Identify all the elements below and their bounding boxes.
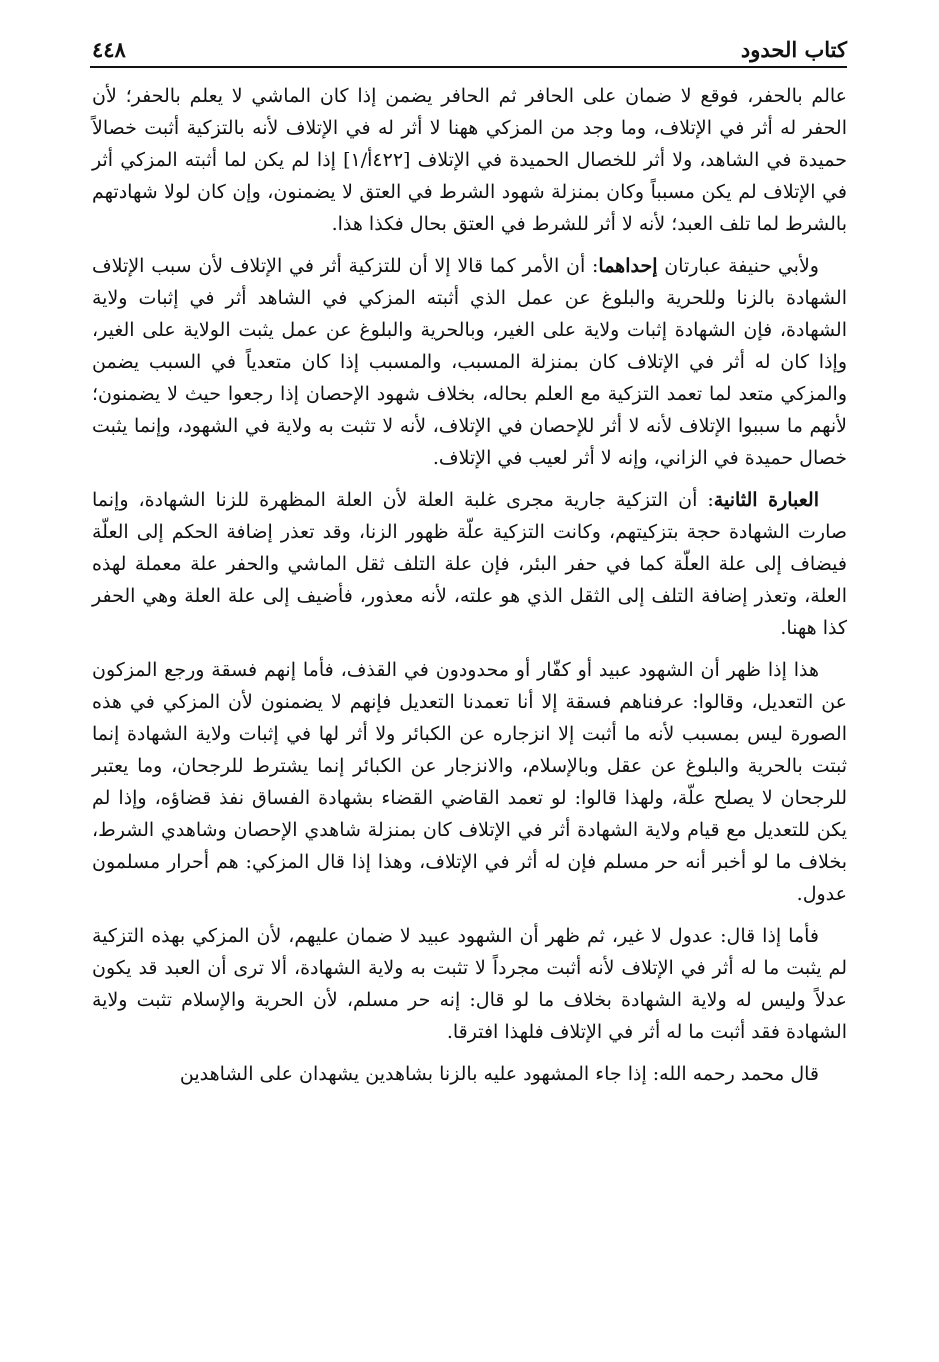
paragraph-bold-term: العبارة الثانية [713, 489, 819, 511]
paragraph-text: فأما إذا قال: عدول لا غير، ثم ظهر أن الشهود عبيد لا ضمان عليهم، لأن المزكي بهذه التزكية لم يثبت ما له أثر في الإتلاف لأنه أثبت مجرداً لا تثبت به ولاية الشهادة، ألا ترى أن العبد قد يكون عدلاً وليس له ولاية الشهادة بخلاف ما لو قال: إنه حر مسلم، لأن الحرية والإسلام تثبت ولاية الشهادة فقد أثبت ما له أثر في الإتلاف فلهذا افترقا. [92, 925, 847, 1043]
paragraph-bold-term: إحداهما [598, 255, 658, 277]
paragraph-3 [92, 484, 847, 644]
paragraph-6 [92, 1058, 847, 1090]
paragraph-text: : أن التزكية جارية مجرى غلبة العلة لأن العلة المظهرة للزنا الشهادة، وإنما صارت الشهادة حجة بتزكيتهم، وكانت التزكية علّة ظهور الزنا، وقد تعذر إضافة الحكم إلى العلّة فيضاف إلى علة العلّة كما في حفر البئر، فإن علة التلف ثقل الماشي والحفر علة معملة لهذه العلة، وتعذر إضافة التلف إلى الثقل الذي هو علته، لأنه معذور، فأضيف إلى علة العلة وهي الحفر كذا ههنا. [92, 489, 847, 639]
paragraph-text: قال محمد رحمه الله: إذا جاء المشهود عليه بالزنا بشاهدين يشهدان على الشاهدين [179, 1063, 819, 1085]
paragraph-2 [92, 250, 847, 474]
page-header [92, 22, 847, 62]
paragraph-4 [92, 654, 847, 910]
page-body [92, 80, 847, 1100]
book-title: كتاب الحدود [740, 37, 847, 62]
paragraph-5 [92, 920, 847, 1048]
paragraph-text: عالم بالحفر، فوقع لا ضمان على الحافر ثم الحافر يضمن إذا كان الماشي لا يعلم بالحفر؛ لأن الحفر له أثر في الإتلاف، وما وجد من المزكي ههنا لا أثر له في الإتلاف لأنه بالتزكية أثبت خصالاً حميدة في الشاهد، ولا أثر للخصال الحميدة في الإتلاف [٤٢٢أ/١] إذا لم يكن لما أثبته المزكي أثر في الإتلاف لم يكن مسبباً وكان بمنزلة شهود الشرط في العتق لا يضمنون، وإن كان لولا شهادتهم بالشرط لما تلف العبد؛ لأنه لا أثر للشرط في العتق بحال فكذا هذا. [92, 85, 847, 235]
paragraph-text: هذا إذا ظهر أن الشهود عبيد أو كفّار أو محدودون في القذف، فأما إنهم فسقة ورجع المزكون عن التعديل، وقالوا: عرفناهم فسقة إلا أنا تعمدنا التعديل فإنهم لا يضمنون لأن المزكي في هذه الصورة ليس بمسبب لأنه ما أثبت إلا انزجاره عن الكبائر ولا أثر لها في إثبات ولاية الشهادة إنما ثبتت بالحرية والبلوغ عن عقل وبالإسلام، والانزجار عن الكبائر إنما يشترط للرجحان، وما يعتبر للرجحان لا يصلح علّة، ولهذا قالوا: لو تعمد القاضي القضاء بشهادة الفساق نفذ قضاؤه، وإذا لم يكن للتعديل مع قيام ولاية الشهادة أثر في الإتلاف كان بمنزلة شاهدي الإحصان وشاهدي الشرط، بخلاف ما لو أخبر أنه حر مسلم فإن له أثر في الإتلاف، وهذا إذا قال المزكي: هم أحرار مسلمون عدول. [92, 659, 847, 905]
page-number: ٤٤٨ [92, 37, 126, 62]
paragraph-text: : أن الأمر كما قالا إلا أن للتزكية أثر في الإتلاف لأن سبب الإتلاف الشهادة بالزنا وللحرية والبلوغ عن عمل الذي أثبته المزكي في الشاهد أثر في إثبات ولاية الشهادة، فإن الشهادة إثبات ولاية على الغير، وبالحرية والبلوغ عن عمل يثبت الولاية على الغير، وإذا كان له أثر في الإتلاف كان بمنزلة المسبب، والمسبب إذا كان متعدياً في السبب يضمن والمزكي متعد لما تعمد التزكية مع العلم بحاله، بخلاف شهود الإحصان إذا رجعوا حيث لا يضمنون؛ لأنهم ما سببوا الإتلاف لأنه لا أثر للإحصان في الإتلاف، لأنه لا تثبت به ولاية في الشهود، وإنما يثبت خصال حميدة في الزاني، وإنه لا أثر لعيب في الإتلاف. [92, 255, 847, 469]
header-rule [90, 66, 847, 68]
paragraph-lead: ولأبي حنيفة عبارتان [657, 255, 819, 277]
paragraph-1 [92, 80, 847, 240]
